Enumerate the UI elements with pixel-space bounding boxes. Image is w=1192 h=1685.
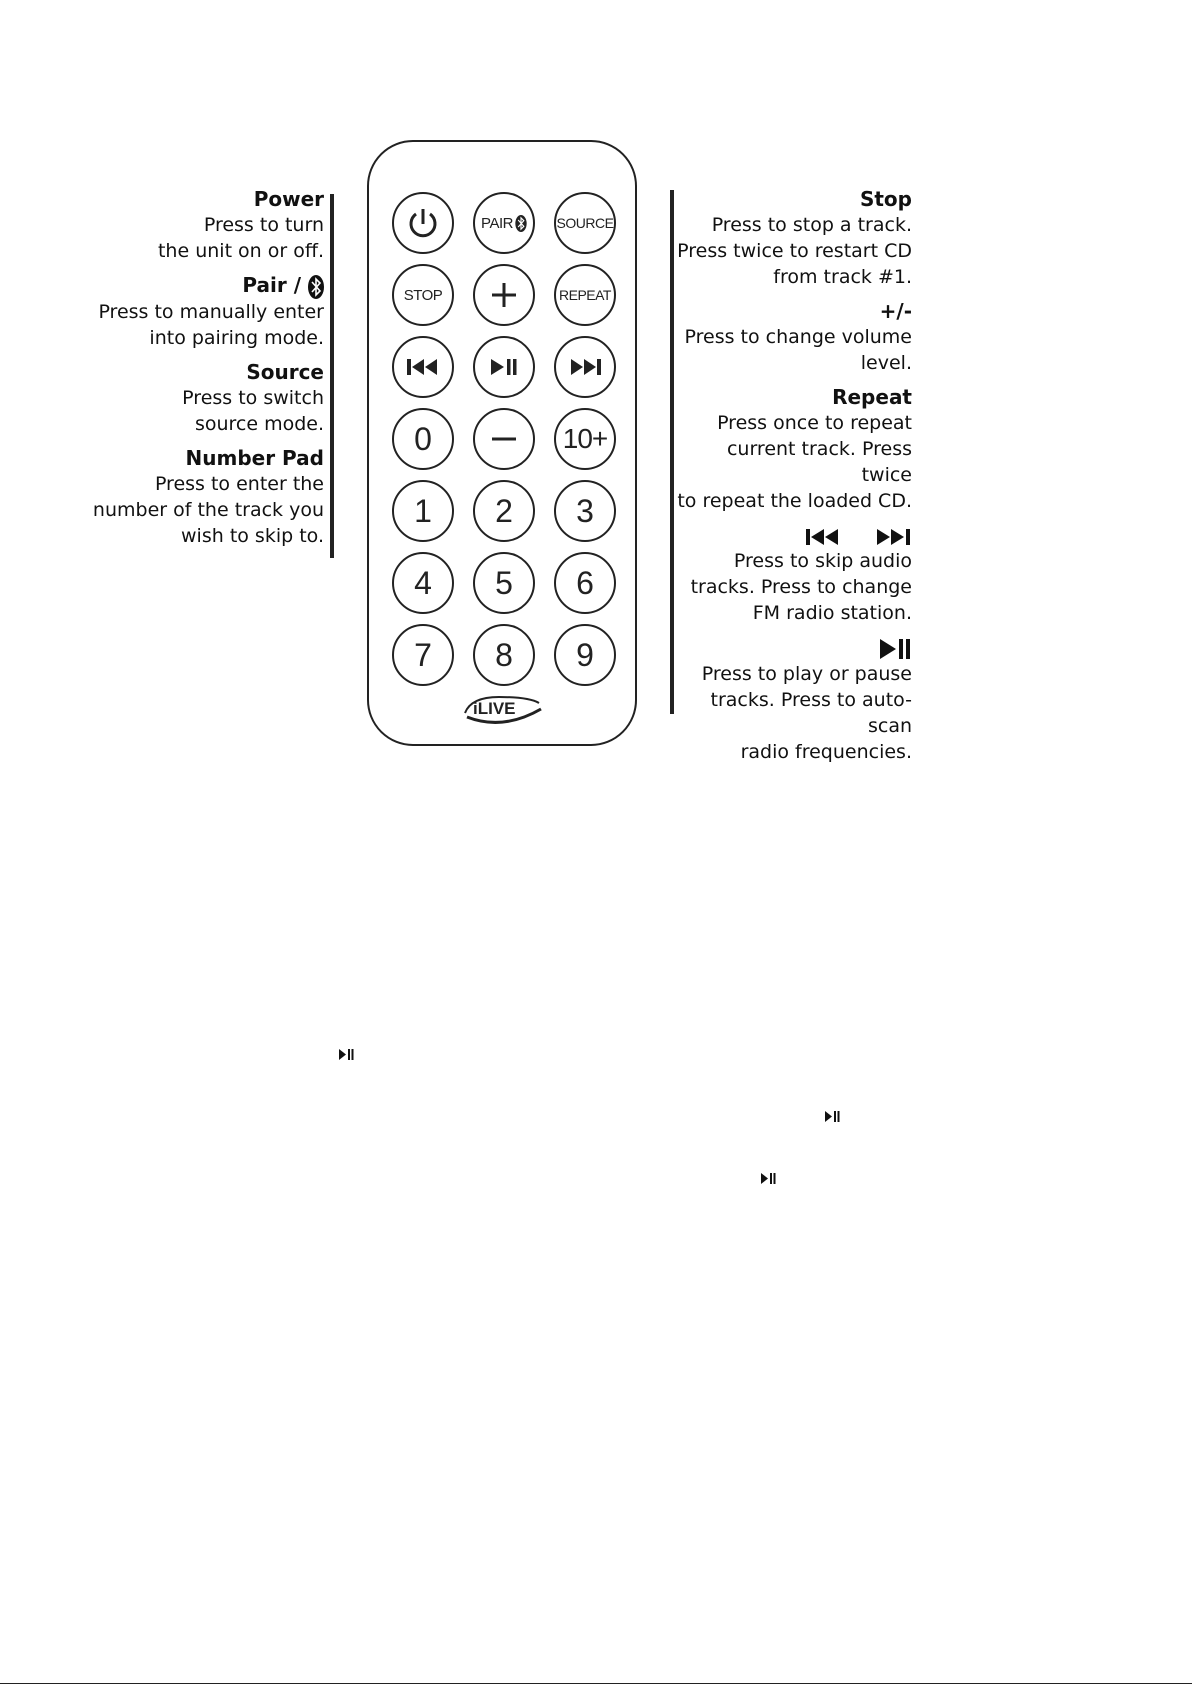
callout-desc-line: Press to play or pause — [701, 662, 912, 685]
callout-play-pause — [676, 634, 912, 765]
play-pause-icon — [338, 1048, 354, 1061]
right-callouts — [676, 186, 912, 773]
callout-power — [4, 186, 324, 264]
button-label: 2 — [495, 492, 513, 529]
number-9-button[interactable] — [554, 624, 616, 686]
callout-title-icons — [676, 522, 912, 548]
button-label: 3 — [576, 492, 594, 529]
callout-desc-line: tracks. Press to auto-scan — [710, 688, 912, 737]
callout-skip — [676, 522, 912, 626]
callout-desc-line: number of the track you — [92, 498, 324, 521]
source-button-label: SOURCE — [556, 215, 614, 231]
repeat-button-label: REPEAT — [559, 287, 611, 303]
stop-button[interactable] — [392, 264, 454, 326]
callout-title: Pair / — [242, 273, 302, 297]
skip-back-icon — [804, 527, 842, 547]
ilive-logo — [459, 687, 547, 727]
bluetooth-icon — [308, 275, 324, 299]
callout-number-pad — [4, 445, 324, 549]
source-button[interactable] — [554, 192, 616, 254]
volume-up-button[interactable] — [473, 264, 535, 326]
page-bottom-rule — [0, 1683, 1192, 1684]
volume-down-button[interactable] — [473, 408, 535, 470]
number-1-button[interactable] — [392, 480, 454, 542]
callout-desc-line: Press twice to restart CD — [677, 240, 912, 262]
play-pause-icon — [878, 637, 912, 661]
number-7-button[interactable] — [392, 624, 454, 686]
button-label: 8 — [495, 636, 513, 673]
play-pause-button[interactable] — [473, 336, 535, 398]
callout-title-row — [4, 272, 324, 299]
number-0-button[interactable] — [392, 408, 454, 470]
button-label: 5 — [495, 564, 513, 601]
callout-desc-line: wish to skip to. — [181, 524, 324, 547]
callout-repeat — [676, 384, 912, 514]
play-pause-icon — [824, 1110, 840, 1123]
left-callouts — [4, 186, 324, 557]
skip-back-icon — [405, 357, 441, 377]
button-label: 1 — [414, 492, 432, 529]
callout-desc-line: the unit on or off. — [157, 240, 324, 262]
callout-desc-line: from track #1. — [773, 266, 912, 288]
callout-desc-line: Press to skip audio — [733, 550, 912, 572]
button-label: 9 — [576, 636, 594, 673]
callout-source — [4, 359, 324, 437]
callout-desc-line: into pairing mode. — [149, 326, 324, 349]
play-pause-icon — [489, 357, 519, 377]
callout-desc-line: level. — [860, 352, 912, 374]
callout-desc-line: FM radio station. — [752, 602, 912, 624]
callout-desc-line: current track. Press twice — [726, 438, 912, 486]
logo-text: iLIVE — [473, 699, 516, 718]
right-divider — [670, 190, 674, 714]
pair-button-label: PAIR — [481, 214, 513, 232]
power-icon — [405, 205, 441, 241]
remote-control — [367, 140, 637, 746]
number-3-button[interactable] — [554, 480, 616, 542]
callout-title: Stop — [859, 187, 912, 211]
number-6-button[interactable] — [554, 552, 616, 614]
pair-button[interactable] — [473, 192, 535, 254]
left-divider — [330, 194, 334, 558]
callout-title-icons — [676, 634, 912, 661]
callout-desc-line: Press to change volume — [684, 326, 912, 348]
callout-desc-line: Press to stop a track. — [711, 214, 912, 236]
plus-icon — [489, 280, 519, 310]
callout-desc-line: Press to enter the — [154, 472, 324, 495]
skip-forward-icon — [874, 527, 912, 547]
callout-desc-line: to repeat the loaded CD. — [677, 490, 912, 512]
callout-title: Source — [246, 359, 324, 384]
callout-desc-line: radio frequencies. — [740, 740, 912, 763]
number-8-button[interactable] — [473, 624, 535, 686]
minus-icon — [489, 424, 519, 454]
callout-desc-line: Press to manually enter — [98, 300, 324, 323]
callout-desc-line: Press once to repeat — [717, 412, 912, 434]
bluetooth-icon — [515, 215, 527, 232]
power-button[interactable] — [392, 192, 454, 254]
callout-desc-line: Press to turn — [203, 214, 324, 236]
play-pause-icon — [760, 1172, 776, 1185]
ten-plus-button[interactable] — [554, 408, 616, 470]
callout-volume — [676, 298, 912, 376]
callout-title: Number Pad — [185, 445, 324, 470]
skip-forward-icon — [567, 357, 603, 377]
button-label: 6 — [576, 564, 594, 601]
button-label: 7 — [414, 636, 432, 673]
callout-desc-line: tracks. Press to change — [690, 576, 912, 598]
number-4-button[interactable] — [392, 552, 454, 614]
callout-stop — [676, 186, 912, 290]
button-label: 4 — [414, 564, 432, 601]
stop-button-label: STOP — [403, 286, 443, 304]
skip-back-button[interactable] — [392, 336, 454, 398]
number-2-button[interactable] — [473, 480, 535, 542]
button-label: 10+ — [562, 423, 608, 454]
repeat-button[interactable] — [554, 264, 616, 326]
callout-desc-line: Press to switch — [182, 386, 324, 409]
callout-title: Repeat — [832, 385, 912, 409]
callout-desc-line: source mode. — [194, 412, 324, 435]
callout-pair — [4, 272, 324, 351]
callout-title: Power — [253, 187, 324, 211]
button-label: 0 — [414, 420, 432, 457]
number-5-button[interactable] — [473, 552, 535, 614]
callout-title: +/- — [879, 299, 912, 323]
skip-forward-button[interactable] — [554, 336, 616, 398]
